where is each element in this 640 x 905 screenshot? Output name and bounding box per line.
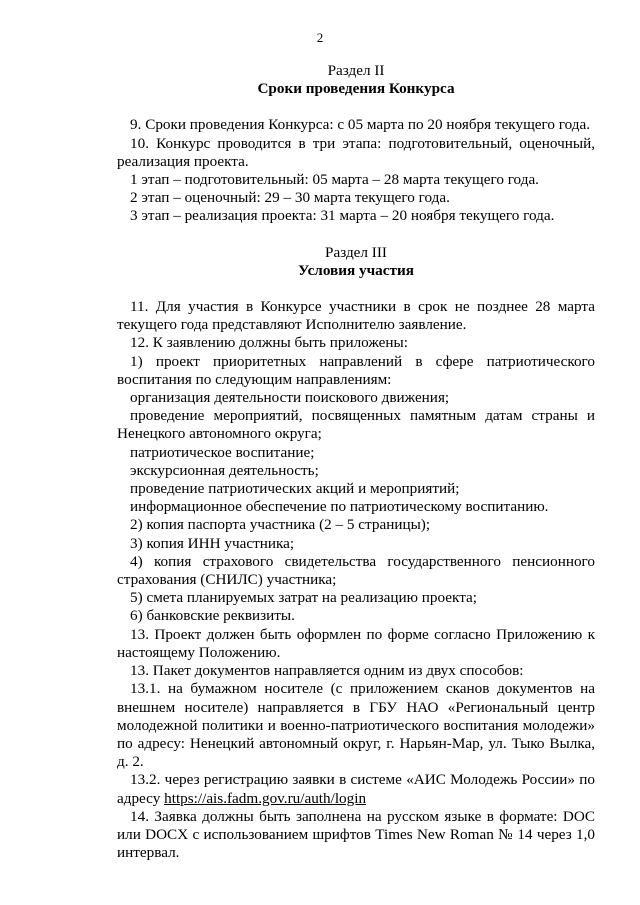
direction-item: информационное обеспечение по патриотическому воспитанию. [130, 498, 549, 516]
direction-item: организация деятельности поискового движения; [130, 389, 450, 407]
attachment-item-6: 6) банковские реквизиты. [130, 607, 295, 625]
section-2-heading: Раздел II [327, 62, 385, 79]
document-body [117, 62, 595, 862]
stage-3: 3 этап – реализация проекта: 31 марта – 20 ноября текущего года. [130, 207, 555, 225]
ais-login-link[interactable]: https://ais.fadm.gov.ru/auth/login [164, 789, 367, 807]
attachment-item-1: 1) проект приоритетных направлений в сфере патриотического воспитания по следующим направлениям: [117, 352, 595, 388]
paragraph-13-package: 13. Пакет документов направляется одним из двух способов: [130, 662, 524, 680]
direction-item: проведение патриотических акций и мероприятий; [130, 480, 460, 498]
attachment-item-5: 5) смета планируемых затрат на реализацию проекта; [130, 589, 477, 607]
paragraph-10: 10. Конкурс проводится в три этапа: подготовительный, оценочный, реализация проекта. [117, 134, 595, 170]
stage-2: 2 этап – оценочный: 29 – 30 марта текущего года. [130, 189, 450, 207]
stage-1: 1 этап – подготовительный: 05 марта – 28 марта текущего года. [130, 171, 539, 189]
direction-item: патриотическое воспитание; [130, 443, 315, 461]
attachment-item-2: 2) копия паспорта участника (2 – 5 страницы); [130, 516, 431, 534]
paragraph-13-1: 13.1. на бумажном носителе (с приложением сканов документов на внешнем носителе) направляется в ГБУ НАО «Региональный центр молодежной политики и военно-патриотического воспитания молодежи» по адресу: Ненецкий автономный округ, г. Нарьян-Мар, ул. Тыко Вылка, д. 2. [117, 680, 595, 771]
section-2-title: Сроки проведения Конкурса [257, 80, 455, 98]
section-3-heading: Раздел III [325, 243, 387, 261]
paragraph-13-form: 13. Проект должен быть оформлен по форме согласно Приложению к настоящему Положению. [117, 625, 595, 661]
paragraph-12: 12. К заявлению должны быть приложены: [130, 334, 408, 352]
section-3-title: Условия участия [298, 261, 414, 279]
paragraph-14: 14. Заявка должны быть заполнена на русском языке в формате: DOC или DOCX с использованием шрифтов Times New Roman № 14 через 1,0 интервал. [117, 807, 595, 862]
direction-item: проведение мероприятий, посвященных памятным датам страны и Ненецкого автономного округа; [117, 407, 595, 443]
attachment-item-3: 3) копия ИНН участника; [130, 534, 295, 552]
paragraph-13-2-text: 13.2. через регистрацию заявки в системе «АИС Молодежь России» по адресу [117, 771, 595, 807]
page-number: 2 [316, 30, 324, 45]
paragraph-9: 9. Сроки проведения Конкурса: с 05 марта по 20 ноября текущего года. [130, 116, 591, 134]
direction-item: экскурсионная деятельность; [130, 461, 319, 479]
attachment-item-4: 4) копия страхового свидетельства государственного пенсионного страхования (СНИЛС) участника; [117, 552, 595, 589]
paragraph-11: 11. Для участия в Конкурсе участники в срок не позднее 28 марта текущего года представляют Исполнителю заявление. [117, 298, 595, 334]
paragraph-13-2 [117, 771, 595, 807]
